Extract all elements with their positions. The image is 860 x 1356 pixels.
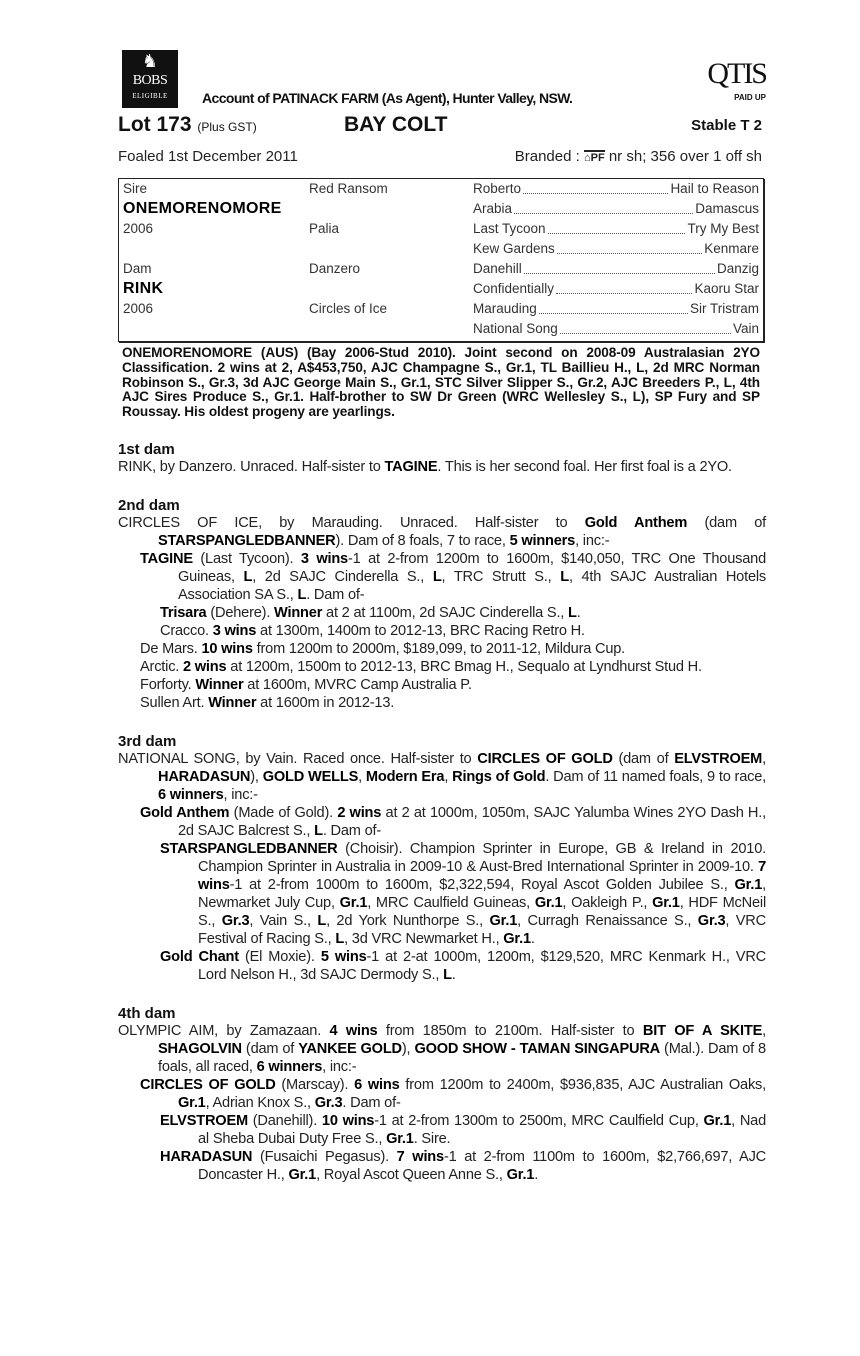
text-run: , 2d York Nunthorpe S., — [326, 912, 490, 929]
dam-name: RINK — [123, 280, 164, 297]
bold-run: L — [443, 966, 452, 983]
leader-dots — [556, 279, 692, 294]
pedigree-entry — [118, 750, 766, 804]
ancestor-sire: Danzig — [716, 261, 759, 276]
brand-info: Branded : ⌂PF nr sh; 356 over 1 off sh — [514, 148, 762, 165]
horse-icon: ♞ — [141, 51, 159, 71]
text-run: , — [444, 768, 453, 785]
text-run: (Choisir). Champion Sprinter in Europe, GB & Ireland in 2010. Champion Sprinter in Australia in 2009-10 & Aust-Bred International Sprinter in 2009-10. — [198, 840, 766, 875]
text-run: , MRC Caulfield Guineas, — [367, 894, 535, 911]
pedigree-entry — [118, 694, 766, 712]
text-run: at 1600m in 2012-13. — [256, 694, 395, 711]
bold-run: 5 wins — [320, 948, 367, 965]
bold-run: Gr.3 — [221, 912, 250, 929]
text-run: , 2d SAJC Cinderella S., — [252, 568, 433, 585]
pedigree-entry — [118, 604, 766, 622]
bold-run: L — [314, 822, 323, 839]
text-run: CIRCLES OF ICE, by Marauding. Unraced. Half-sister to — [118, 514, 585, 531]
text-run: from 1200m to 2000m, $189,099, to 2011-12, Mildura Cup. — [252, 640, 626, 657]
ancestor: Danehill — [473, 261, 522, 276]
leader-dots — [523, 179, 668, 194]
bold-run: STARSPANGLEDBANNER — [158, 532, 336, 549]
ancestor-sire: Hail to Reason — [670, 181, 759, 196]
text-run: , Newmarket July Cup, — [198, 876, 766, 911]
text-run: (dam of — [241, 1040, 299, 1057]
text-run: . This is her second foal. Her first foal is a 2YO. — [437, 458, 732, 475]
vendor-account: Account of PATINACK FARM (As Agent), Hunter Valley, NSW. — [202, 90, 573, 106]
text-run: -1 at 2-from 1000m to 1600m, $2,322,594, Royal Ascot Golden Jubilee S., — [229, 876, 735, 893]
bobs-eligible-logo: ♞ BOBS ELIGIBLE — [122, 50, 178, 108]
ancestor-sire: Sir Tristram — [690, 301, 759, 316]
bold-run: ELVSTROEM — [674, 750, 763, 767]
qtis-logo: QTIS PAID UP — [707, 57, 766, 102]
text-run: , inc:- — [322, 1058, 357, 1075]
text-run: at 2 at 1000m, 1050m, SAJC Yalumba Wines 2YO Dash H., 2d SAJC Balcrest S., — [178, 804, 766, 839]
bold-run: HARADASUN — [158, 768, 251, 785]
bold-run: 7 wins — [198, 858, 766, 893]
text-run: De Mars. — [140, 640, 202, 657]
bold-run: 6 wins — [354, 1076, 400, 1093]
bold-run: L — [243, 568, 253, 585]
brand-mark-icon: ⌂PF — [583, 152, 605, 164]
bold-run: 2 wins — [337, 804, 382, 821]
sire-name: ONEMORENOMORE — [123, 200, 282, 217]
text-run: . — [530, 930, 535, 947]
bold-run: ELVSTROEM — [160, 1112, 248, 1129]
bold-run: 10 wins — [201, 640, 253, 657]
pedigree-row — [473, 239, 759, 259]
ancestor: Confidentially — [473, 281, 555, 296]
bold-run: CIRCLES OF GOLD — [477, 750, 613, 767]
ancestor-sire: Damascus — [695, 201, 759, 216]
text-run: , 4th SAJC Australian Hotels Association SA S., — [178, 568, 766, 603]
bold-run: L — [432, 568, 442, 585]
ancestor: Last Tycoon — [473, 221, 546, 236]
pedigree-entry — [118, 514, 766, 550]
bold-run: 7 wins — [396, 1148, 444, 1165]
bold-run: 10 wins — [321, 1112, 375, 1129]
text-run: Sullen Art. — [140, 694, 209, 711]
text-run: (dam of — [687, 514, 766, 531]
text-run: . — [576, 604, 581, 621]
bold-run: Gold Anthem — [140, 804, 230, 821]
bold-run: Modern Era — [365, 768, 445, 785]
ancestor: Marauding — [473, 301, 537, 316]
bold-run: Gr.1 — [503, 930, 531, 947]
bold-run: Gr.1 — [703, 1112, 732, 1129]
text-run: at 2 at 1100m, 2d SAJC Cinderella S., — [322, 604, 569, 621]
pedigree-table: Sire ONEMORENOMORE 2006 Dam RINK 2006 Red Ransom Palia Danzero Circles of Ice Roberto Hail to Reason Arabia Damascus Last Tycoon Try My Best Kew Gardens Kenmare Danehill Danzig Confidentially Kaoru Star Marauding Sir Tristram National Song Vain — [118, 178, 764, 342]
text-run: -1 at 2-at 1000m, 1200m, $129,520, MRC Kenmark H., VRC Lord Nelson H., 3d SAJC Dermody S., — [198, 948, 766, 983]
pedigree-entry — [118, 640, 766, 658]
ancestor-sire: Try My Best — [687, 221, 759, 236]
bold-run: Gr.1 — [734, 876, 763, 893]
bold-run: L — [317, 912, 327, 929]
bold-run: L — [568, 604, 577, 621]
text-run: , inc:- — [223, 786, 258, 803]
bold-run: Gr.1 — [288, 1166, 317, 1183]
text-run: ). Dam of 8 foals, 7 to race, — [335, 532, 510, 549]
pedigree-entry — [118, 458, 766, 476]
text-run: (Danehill). — [247, 1112, 322, 1129]
text-run: ), — [250, 768, 263, 785]
bold-run: BIT OF A SKITE — [642, 1022, 763, 1039]
text-run: , TRC Strutt S., — [441, 568, 561, 585]
text-run: from 1200m to 2400m, $936,835, AJC Australian Oaks, — [399, 1076, 766, 1093]
pedigree-entry — [118, 658, 766, 676]
sire-summary: ONEMORENOMORE (AUS) (Bay 2006-Stud 2010). Joint second on 2008-09 Australasian 2YO Classification. 2 wins at 2, A$453,750, AJC Champagne S., Gr.1, TL Baillieu H., L, 2d MRC Norman Robinson S., Gr.3, 3d AJC George Main S., Gr.1, STC Silver Slipper S., Gr.2, AJC Breeders P., L, 4th AJC Sires Produce S., Gr.1. Half-brother to SW Dr Green (WRC Wellesley S., L), SP Fury and SP Roussay. His oldest progeny are yearlings. — [122, 345, 760, 420]
text-run: . Dam of- — [322, 822, 382, 839]
bold-run: Trisara — [160, 604, 207, 621]
bold-run: Gr.1 — [534, 894, 563, 911]
bold-run: 3 wins — [300, 550, 348, 567]
pedigree-row — [473, 259, 759, 279]
text-run: (Marscay). — [275, 1076, 355, 1093]
pedigree-row — [473, 179, 759, 199]
text-run: at 1200m, 1500m to 2012-13, BRC Bmag H., Sequalo at Lyndhurst Stud H. — [226, 658, 702, 675]
bold-run: Gr.1 — [506, 1166, 535, 1183]
bold-run: Winner — [208, 694, 257, 711]
text-run: (Last Tycoon). — [192, 550, 301, 567]
bold-run: 6 winners — [158, 786, 224, 803]
bold-run: Gr.3 — [314, 1094, 343, 1111]
bold-run: TAGINE — [384, 458, 438, 475]
bold-run: Gold Chant — [160, 948, 239, 965]
ancestor-sire: Kaoru Star — [694, 281, 759, 296]
text-run: , — [762, 1022, 766, 1039]
ancestor: Kew Gardens — [473, 241, 555, 256]
bold-run: GOLD WELLS — [262, 768, 359, 785]
text-run: , HDF McNeil S., — [198, 894, 766, 929]
bold-run: Gr.1 — [489, 912, 518, 929]
pedigree-row — [473, 299, 759, 319]
text-run: Cracco. — [160, 622, 213, 639]
ancestor: National Song — [473, 321, 558, 336]
text-run: . — [534, 1166, 539, 1183]
pedigree-entry — [118, 1022, 766, 1076]
text-run: , Vain S., — [249, 912, 318, 929]
section-heading: 4th dam — [118, 1004, 176, 1022]
bold-run: L — [297, 586, 307, 603]
text-run: , Adrian Knox S., — [205, 1094, 315, 1111]
bold-run: 2 wins — [183, 658, 227, 675]
text-run: , Royal Ascot Queen Anne S., — [316, 1166, 507, 1183]
text-run: (Mal.). Dam of 8 foals, all raced, — [158, 1040, 766, 1075]
text-run: RINK, by Danzero. Unraced. Half-sister to — [118, 458, 385, 475]
text-run: (Made of Gold). — [229, 804, 338, 821]
bold-run: Gold Anthem — [584, 514, 688, 531]
bold-run: 6 winners — [256, 1058, 323, 1075]
bold-run: 5 winners — [509, 532, 576, 549]
foaled-date: Foaled 1st December 2011 — [118, 148, 298, 165]
text-run: , VRC Festival of Racing S., — [198, 912, 766, 947]
text-run: , 3d VRC Newmarket H., — [344, 930, 504, 947]
text-run: Arctic. — [140, 658, 183, 675]
bold-run: L — [335, 930, 345, 947]
bold-run: TAGINE — [140, 550, 193, 567]
lot-number: Lot 173 (Plus GST) — [118, 113, 257, 136]
pedigree-row — [473, 279, 759, 299]
text-run: -1 at 2-from 1200m to 1600m, $140,050, TRC One Thousand Guineas, — [178, 550, 766, 585]
bold-run: Gr.1 — [339, 894, 368, 911]
pedigree-entry — [118, 840, 766, 948]
text-run: , — [762, 750, 766, 767]
leader-dots — [539, 299, 688, 314]
text-run: Forforty. — [140, 676, 196, 693]
stable: Stable T 2 — [691, 117, 762, 134]
text-run: at 1600m, MVRC Camp Australia P. — [243, 676, 472, 693]
text-run: ), — [401, 1040, 415, 1057]
ancestor-sire: Vain — [732, 321, 759, 336]
bold-run: 4 wins — [329, 1022, 378, 1039]
bold-run: YANKEE GOLD — [298, 1040, 402, 1057]
bold-run: Winner — [195, 676, 244, 693]
text-run: NATIONAL SONG, by Vain. Raced once. Half-sister to — [118, 750, 478, 767]
pedigree-entry — [118, 1076, 766, 1112]
text-run: . Dam of- — [306, 586, 365, 603]
pedigree-row — [473, 319, 759, 339]
text-run: . — [451, 966, 456, 983]
horse-description: BAY COLT — [344, 113, 448, 136]
bold-run: HARADASUN — [160, 1148, 253, 1165]
bold-run: Gr.1 — [652, 894, 680, 911]
text-run: (dam of — [612, 750, 675, 767]
text-run: (El Moxie). — [238, 948, 321, 965]
ancestor: Roberto — [473, 181, 522, 196]
pedigree-entry — [118, 622, 766, 640]
text-run: (Dehere). — [206, 604, 275, 621]
bold-run: L — [560, 568, 569, 585]
bold-run: Gr.1 — [386, 1130, 414, 1147]
leader-dots — [524, 259, 715, 274]
text-run: OLYMPIC AIM, by Zamazaan. — [118, 1022, 330, 1039]
text-run: -1 at 2-from 1100m to 1600m, $2,766,697, AJC Doncaster H., — [198, 1148, 767, 1183]
leader-dots — [514, 199, 693, 214]
bold-run: Rings of Gold — [452, 768, 546, 785]
pedigree-entry — [118, 948, 766, 984]
leader-dots — [557, 239, 702, 254]
section-heading: 1st dam — [118, 440, 175, 458]
bold-run: 3 wins — [212, 622, 257, 639]
pedigree-row — [473, 199, 759, 219]
ancestor: Arabia — [473, 201, 513, 216]
text-run: (Fusaichi Pegasus). — [252, 1148, 397, 1165]
leader-dots — [560, 319, 731, 334]
bold-run: Winner — [274, 604, 323, 621]
bold-run: GOOD SHOW - TAMAN SINGAPURA — [414, 1040, 660, 1057]
text-run: , inc:- — [575, 532, 610, 549]
text-run: at 1300m, 1400m to 2012-13, BRC Racing Retro H. — [256, 622, 585, 639]
text-run: , Curragh Renaissance S., — [517, 912, 698, 929]
text-run: , Nad al Sheba Dubai Duty Free S., — [198, 1112, 766, 1147]
leader-dots — [548, 219, 686, 234]
bold-run: CIRCLES OF GOLD — [140, 1076, 276, 1093]
text-run: . Dam of 11 named foals, 9 to race, — [545, 768, 767, 785]
pedigree-entry — [118, 550, 766, 604]
text-run: , Oakleigh P., — [562, 894, 653, 911]
pedigree-entry — [118, 1148, 766, 1184]
pedigree-row — [473, 219, 759, 239]
pedigree-entry — [118, 804, 766, 840]
pedigree-entry — [118, 1112, 766, 1148]
bold-run: Gr.1 — [178, 1094, 206, 1111]
bold-run: SHAGOLVIN — [158, 1040, 242, 1057]
ancestor-sire: Kenmare — [704, 241, 759, 256]
bold-run: Gr.3 — [697, 912, 726, 929]
text-run: from 1850m to 2100m. Half-sister to — [377, 1022, 643, 1039]
bold-run: STARSPANGLEDBANNER — [160, 840, 338, 857]
text-run: -1 at 2-from 1300m to 2500m, MRC Caulfield Cup, — [374, 1112, 704, 1129]
text-run: . Dam of- — [342, 1094, 401, 1111]
section-heading: 3rd dam — [118, 732, 177, 750]
text-run: . Sire. — [413, 1130, 451, 1147]
section-heading: 2nd dam — [118, 496, 180, 514]
pedigree-entry — [118, 676, 766, 694]
text-run: , — [358, 768, 366, 785]
